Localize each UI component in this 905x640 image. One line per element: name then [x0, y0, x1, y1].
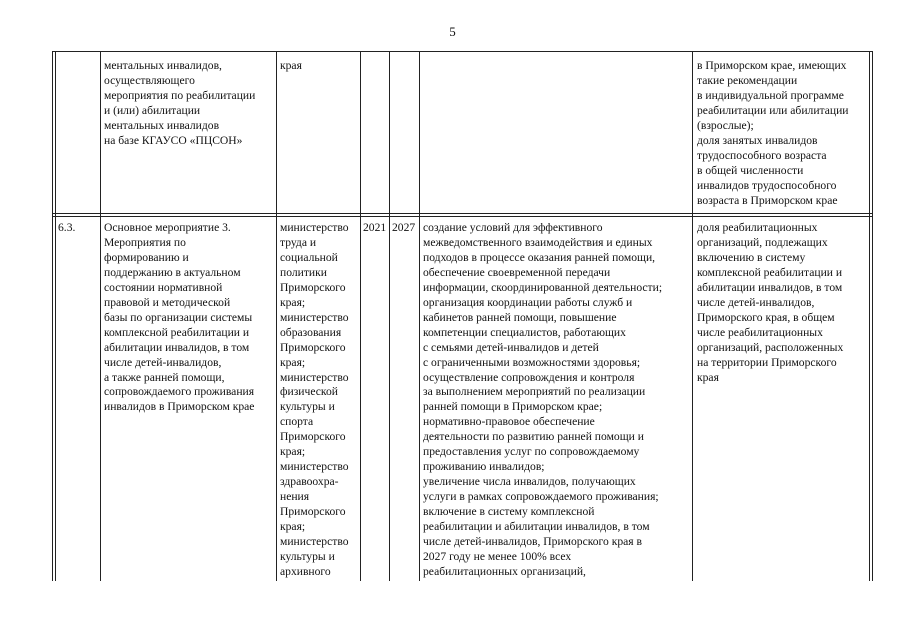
table-border-right-inner	[869, 51, 870, 581]
row2-indicators: доля реабилитационных организаций, подлежащих включению в систему комплексной реабилитации и абилитации инвалидов, в том числе детей-инвалидов, Приморского края, в общем числе реабилитационных организаций, расположенных на территории Приморского края	[697, 221, 844, 384]
column-divider	[276, 51, 277, 581]
table-border-top	[52, 51, 873, 52]
row2-start-year: 2021	[363, 221, 387, 234]
row1-executors: края	[280, 59, 302, 72]
row1-activity: ментальных инвалидов, осуществляющего мероприятия по реабилитации и (или) абилитации ментальных инвалидов на базе КГАУСО «ПЦСОН»	[104, 59, 256, 147]
page-number: 5	[449, 24, 456, 39]
column-divider	[692, 51, 693, 581]
row2-results: создание условий для эффективного межведомственного взаимодействия и единых подходов в процессе оказания ранней помощи, обеспечение своевременной передачи информации, скоординированной деятельности; организация координации работы служб и кабинетов ранней помощи, повышение компетенции специалистов, работающих с семьями детей-инвалидов и детей с ограниченными возможностями здоровья; осуществление сопровождения и контроля за выполнением мероприятий по реализации ранней помощи в Приморском крае; нормативно-правовое обеспечение деятельности по развитию ранней помощи и предоставления услуг по сопровождаемому проживанию инвалидов; увеличение числа инвалидов, получающих услуги в рамках сопровождаемого проживания; включение в систему комплексной реабилитации и абилитации инвалидов, в том числе детей-инвалидов, Приморского края в 2027 году не менее 100% всех реабилитационных организаций,	[423, 221, 663, 578]
row2-end-year: 2027	[392, 221, 416, 234]
table-border-left-inner	[55, 51, 56, 581]
column-divider	[419, 51, 420, 581]
table-border-right-outer	[872, 51, 873, 581]
row2-number: 6.3.	[58, 221, 76, 234]
row-divider	[52, 213, 873, 214]
column-divider	[100, 51, 101, 581]
column-divider	[389, 51, 390, 581]
row2-activity: Основное мероприятие 3. Мероприятия по формированию и поддержанию в актуальном состоянии нормативной правовой и методической базы по организации системы комплексной реабилитации и абилитации инвалидов, в том числе детей-инвалидов, а также ранней помощи, сопровождаемого проживания инвалидов в Приморском крае	[104, 221, 255, 414]
row-divider	[52, 216, 873, 217]
row1-indicators: в Приморском крае, имеющих такие рекомендации в индивидуальной программе реабилитации или абилитации (взрослые); доля занятых инвалидов трудоспособного возраста в общей численности инвалидов трудоспособного возраста в Приморском крае	[697, 59, 849, 207]
row2-executors: министерство труда и социальной политики Приморского края; министерство образования Приморского края; министерство физической культуры и спорта Приморского края; министерство здравоохра- нения Приморского края; министерство культуры и архивного	[280, 221, 349, 578]
table-border-left-outer	[52, 51, 53, 581]
column-divider	[360, 51, 361, 581]
